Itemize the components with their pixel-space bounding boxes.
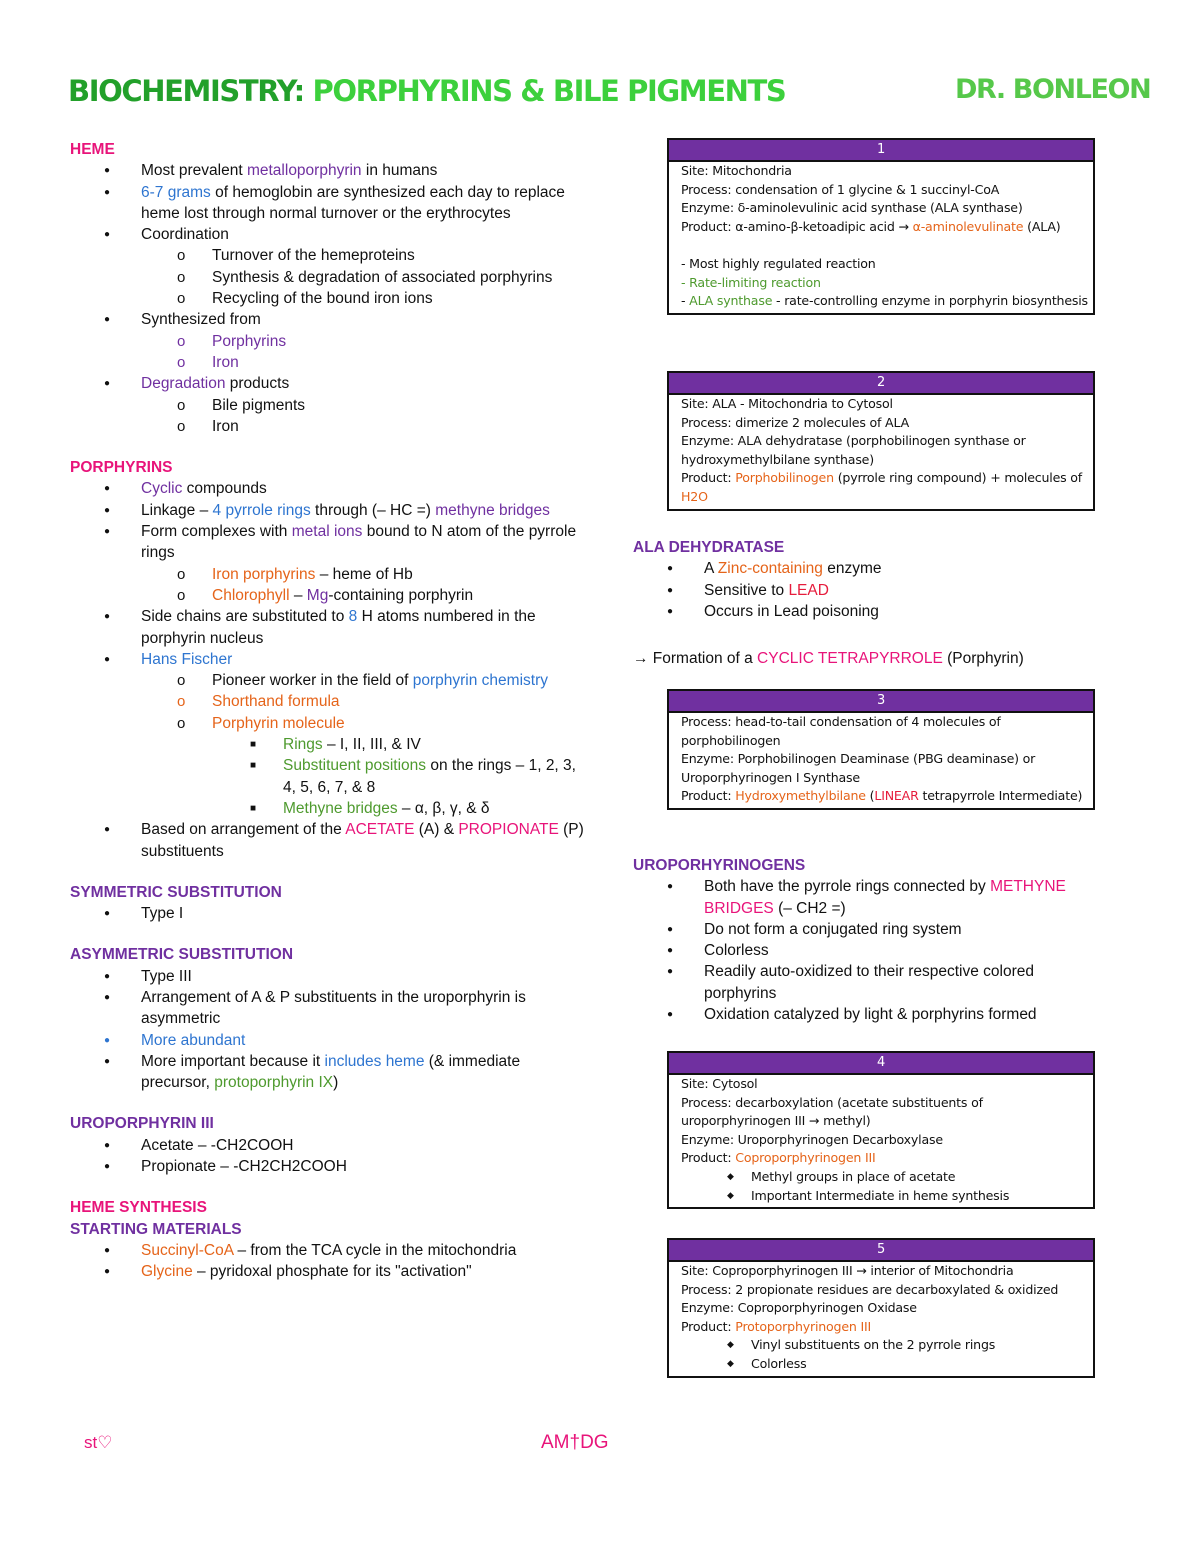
list-item: ● 6-7 grams of hemoglobin are synthesized each day to replace heme lost through normal turnover or the erythrocytes <box>70 182 590 225</box>
section-heme-synthesis <box>70 1197 590 1282</box>
formation-note: → Formation of a CYCLIC TETRAPYRROLE (Porphyrin) <box>633 650 1024 667</box>
list-item: ■ Substituent positions on the rings – 1, 2, 3, 4, 5, 6, 7, & 8 <box>212 755 590 798</box>
list-item: o Bile pigments <box>141 395 590 416</box>
page-title: BIOCHEMISTRY: PORPHYRINS & BILE PIGMENTS <box>68 74 786 108</box>
list-item: ● Succinyl-CoA – from the TCA cycle in the mitochondria <box>70 1240 590 1261</box>
section-heading: ASYMMETRIC SUBSTITUTION <box>70 946 294 964</box>
list-item: ● Based on arrangement of the ACETATE (A) & PROPIONATE (P) substituents <box>70 819 590 862</box>
list-item: ◆ Vinyl substituents on the 2 pyrrole rings <box>681 1336 1093 1355</box>
list-item: ● Oxidation catalyzed by light & porphyrins formed <box>633 1004 1103 1025</box>
list-item: ◆ Methyl groups in place of acetate <box>681 1168 1093 1187</box>
section-ala-dehydratase <box>633 537 1103 622</box>
list-item: ● Synthesized from o Porphyrins o Iron <box>70 309 590 373</box>
list-item: o Porphyrin molecule ■ Rings – I, II, III, & IV ■ Substituent positions on the rings – 1, 2, 3, 4, 5, 6, 7, & 8 ■ Methyne bridges – α, β, γ, & δ <box>141 713 590 819</box>
list-item: ● Most prevalent metalloporphyrin in humans <box>70 160 590 181</box>
list-item: o Iron porphyrins – heme of Hb <box>141 564 590 585</box>
list-item: ● Arrangement of A & P substituents in the uroporphyrin is asymmetric <box>70 987 590 1030</box>
section-heading: SYMMETRIC SUBSTITUTION <box>70 883 282 901</box>
list-item: ● Hans Fischer o Pioneer worker in the field of porphyrin chemistry o Shorthand formula o Porphyrin molecule ■ Rings – I, II, III, & IV ■ Substituent positions on the rings – 1, 2, 3, 4, 5, 6, 7, & 8 ■ Methyne bridges – α, β, γ, & δ <box>70 649 590 819</box>
list-item: ● Degradation products o Bile pigments o Iron <box>70 373 590 437</box>
list-item: o Synthesis & degradation of associated porphyrins <box>141 267 590 288</box>
list-item: ● Type I <box>70 903 590 924</box>
section-heading: ALA DEHYDRATASE <box>633 539 785 556</box>
list-item: ● Colorless <box>633 940 1103 961</box>
list-item: o Recycling of the bound iron ions <box>141 288 590 309</box>
section-porphyrins <box>70 457 590 862</box>
section-heading: HEME <box>70 141 115 158</box>
step-box-5: 5 Site: Coproporphyrinogen III → interior of Mitochondria Process: 2 propionate residues are decarboxylated & oxidized Enzyme: Coproporphyrinogen Oxidase Product: Protoporphyrinogen III ◆ Vinyl substituents on the 2 pyrrole rings ◆ Colorless <box>667 1238 1095 1378</box>
list-item: o Turnover of the hemeproteins <box>141 245 590 266</box>
footer-motto: AM†DG <box>541 1432 609 1453</box>
list-item: o Porphyrins <box>141 331 590 352</box>
list-item: ■ Rings – I, II, III, & IV <box>212 734 590 755</box>
list-item: ◆ Colorless <box>681 1355 1093 1374</box>
step-number: 3 <box>669 691 1093 713</box>
list-item: ● Glycine – pyridoxal phosphate for its "activation" <box>70 1261 590 1282</box>
list-item: ● Type III <box>70 966 590 987</box>
step-box-3: 3 Process: head-to-tail condensation of 4 molecules of porphobilinogen Enzyme: Porphobilinogen Deaminase (PBG deaminase) or Uroporphyrinogen I Synthase Product: Hydroxymethylbilane (LINEAR tetrapyrrole Intermediate) <box>667 689 1095 810</box>
section-uroporphyrin-iii <box>70 1113 590 1177</box>
section-heme <box>70 139 590 437</box>
author-name: DR. BONLEON <box>955 74 1151 105</box>
list-item: o Iron <box>141 352 590 373</box>
section-heading: PORPHYRINS <box>70 459 173 477</box>
step-number: 2 <box>669 373 1093 395</box>
list-item: ● Propionate – -CH2CH2COOH <box>70 1156 590 1177</box>
list-item: ● A Zinc-containing enzyme <box>633 558 1103 579</box>
step-number: 4 <box>669 1053 1093 1075</box>
list-item: ● Form complexes with metal ions bound to N atom of the pyrrole rings o Iron porphyrins – heme of Hb o Chlorophyll – Mg-containing porphyrin <box>70 521 590 606</box>
section-subheading: STARTING MATERIALS <box>70 1220 242 1238</box>
step-number: 1 <box>669 140 1093 162</box>
section-heading: UROPORPHYRIN III <box>70 1115 214 1133</box>
list-item: ● Occurs in Lead poisoning <box>633 601 1103 622</box>
list-item: o Chlorophyll – Mg-containing porphyrin <box>141 585 590 606</box>
list-item: ● Cyclic compounds <box>70 478 590 499</box>
list-item: ● Coordination o Turnover of the hemeproteins o Synthesis & degradation of associated porphyrins o Recycling of the bound iron ions <box>70 224 590 309</box>
section-heading: UROPORHYRINOGENS <box>633 857 806 874</box>
list-item: ■ Methyne bridges – α, β, γ, & δ <box>212 798 590 819</box>
list-item: ● Side chains are substituted to 8 H atoms numbered in the porphyrin nucleus <box>70 606 590 649</box>
section-uroporphyrinogens <box>633 855 1103 1025</box>
list-item: ● Acetate – -CH2COOH <box>70 1135 590 1156</box>
step-number: 5 <box>669 1240 1093 1262</box>
list-item: ● Do not form a conjugated ring system <box>633 919 1103 940</box>
list-item: ● More important because it includes heme (& immediate precursor, protoporphyrin IX) <box>70 1051 590 1094</box>
list-item: o Shorthand formula <box>141 691 590 712</box>
list-item: o Pioneer worker in the field of porphyrin chemistry <box>141 670 590 691</box>
section-heading: HEME SYNTHESIS <box>70 1199 207 1217</box>
list-item: ● Linkage – 4 pyrrole rings through (– HC =) methyne bridges <box>70 500 590 521</box>
list-item: ● More abundant <box>70 1030 590 1051</box>
list-item: ● Readily auto-oxidized to their respective colored porphyrins <box>633 961 1103 1004</box>
list-item: o Iron <box>141 416 590 437</box>
step-box-1: 1 Site: Mitochondria Process: condensation of 1 glycine & 1 succinyl-CoA Enzyme: δ-aminolevulinic acid synthase (ALA synthase) Product: α-amino-β-ketoadipic acid → α-aminolevulinate (ALA) - Most highly regulated reaction - Rate-limiting reaction - ALA synthase - rate-controlling enzyme in porphyrin biosynthesis <box>667 138 1095 315</box>
list-item: ● Both have the pyrrole rings connected by METHYNE BRIDGES (– CH2 =) <box>633 876 1103 919</box>
step-box-2: 2 Site: ALA - Mitochondria to Cytosol Process: dimerize 2 molecules of ALA Enzyme: ALA dehydratase (porphobilinogen synthase or hydroxymethylbilane synthase) Product: Porphobilinogen (pyrrole ring compound) + molecules of H2O <box>667 371 1095 511</box>
section-asymmetric <box>70 944 590 1093</box>
left-column <box>70 139 590 1283</box>
step-box-4: 4 Site: Cytosol Process: decarboxylation (acetate substituents of uroporphyrinogen III → methyl) Enzyme: Uroporphyrinogen Decarboxylase Product: Coproporphyrinogen III ◆ Methyl groups in place of acetate ◆ Important Intermediate in heme synthesis <box>667 1051 1095 1209</box>
list-item: ◆ Important Intermediate in heme synthesis <box>681 1187 1093 1206</box>
section-symmetric <box>70 882 590 925</box>
list-item: ● Sensitive to LEAD <box>633 580 1103 601</box>
footer-signature: st♡ <box>84 1433 113 1452</box>
